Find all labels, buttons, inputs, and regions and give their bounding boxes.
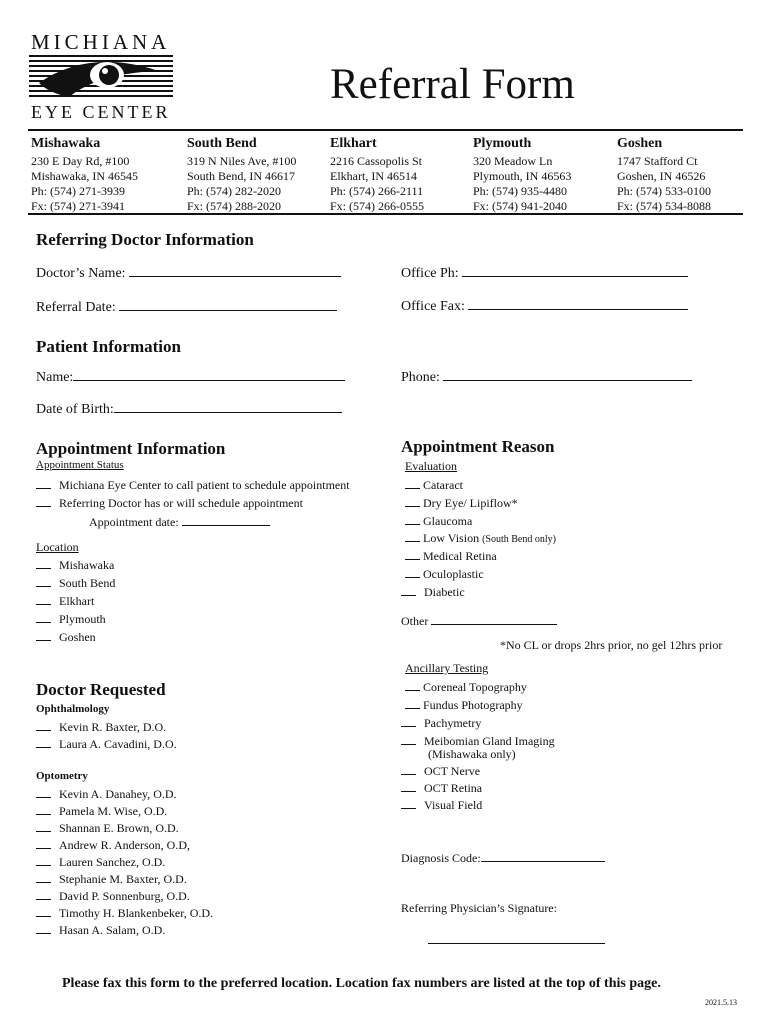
referring-heading: Referring Doctor Information <box>36 230 254 249</box>
reason-glaucoma[interactable]: Glaucoma <box>405 513 472 529</box>
doctor-option[interactable]: Kevin A. Danahey, O.D. <box>36 786 177 802</box>
reason-note: *No CL or drops 2hrs prior, no gel 12hrs prior <box>500 638 723 652</box>
location-mishawaka: Mishawaka 230 E Day Rd, #100 Mishawaka, IN 46545 Ph: (574) 271-3939 Fx: (574) 271-3941 <box>31 136 138 213</box>
signature-line[interactable] <box>428 943 605 944</box>
patient-name-field[interactable]: Name: <box>36 370 345 386</box>
location-elkhart: Elkhart 2216 Cassopolis St Elkhart, IN 46514 Ph: (574) 266-2111 Fx: (574) 266-0555 <box>330 136 424 213</box>
reason-oculoplastic[interactable]: Oculoplastic <box>405 566 484 582</box>
header-divider <box>28 129 743 131</box>
location-label: Location <box>36 540 79 554</box>
location-plymouth: Plymouth 320 Meadow Ln Plymouth, IN 46563 Ph: (574) 935-4480 Fx: (574) 941-2040 <box>473 136 572 213</box>
reason-cataract[interactable]: Cataract <box>405 477 463 493</box>
logo-text-bottom: EYE CENTER <box>31 102 171 122</box>
eye-logo-icon <box>29 53 173 103</box>
reason-low-vision[interactable]: Low Vision (South Bend only) <box>405 530 556 546</box>
evaluation-label: Evaluation <box>405 459 457 473</box>
appointment-status-label: Appointment Status <box>36 459 124 471</box>
referral-date-field[interactable]: Referral Date: <box>36 300 337 316</box>
dob-field[interactable]: Date of Birth: <box>36 402 342 418</box>
ancillary-pachymetry[interactable]: Pachymetry <box>401 715 481 731</box>
ancillary-oct-retina[interactable]: OCT Retina <box>401 780 482 796</box>
location-option-south-bend[interactable]: South Bend <box>36 575 115 591</box>
footer-instruction: Please fax this form to the preferred location. Location fax numbers are listed at the top of this page. <box>62 976 661 991</box>
doctor-option[interactable]: Hasan A. Salam, O.D. <box>36 922 165 938</box>
appointment-heading: Appointment Information <box>36 439 226 458</box>
reason-heading: Appointment Reason <box>401 437 555 456</box>
ophthalmology-label: Ophthalmology <box>36 703 110 715</box>
status-option-referring[interactable]: Referring Doctor has or will schedule appointment <box>36 495 303 511</box>
doctor-option[interactable]: Shannan E. Brown, O.D. <box>36 820 179 836</box>
doctor-heading: Doctor Requested <box>36 680 166 699</box>
status-option-call[interactable]: Michiana Eye Center to call patient to schedule appointment <box>36 477 350 493</box>
doctor-option[interactable]: Pamela M. Wise, O.D. <box>36 803 167 819</box>
location-goshen: Goshen 1747 Stafford Ct Goshen, IN 46526 Ph: (574) 533-0100 Fx: (574) 534-8088 <box>617 136 711 213</box>
doctor-option[interactable]: David P. Sonnenburg, O.D. <box>36 888 190 904</box>
page-title: Referral Form <box>330 61 575 108</box>
locations-divider <box>28 213 743 215</box>
appointment-date-field[interactable]: Appointment date: <box>89 515 270 530</box>
location-option-mishawaka[interactable]: Mishawaka <box>36 557 114 573</box>
doctor-option[interactable]: Timothy H. Blankenbeker, O.D. <box>36 905 213 921</box>
location-option-goshen[interactable]: Goshen <box>36 629 96 645</box>
signature-label: Referring Physician’s Signature: <box>401 901 557 915</box>
doctor-option[interactable]: Lauren Sanchez, O.D. <box>36 854 165 870</box>
location-option-plymouth[interactable]: Plymouth <box>36 611 106 627</box>
ancillary-fundus[interactable]: Fundus Photography <box>405 697 523 713</box>
reason-other-field[interactable]: Other <box>401 614 557 629</box>
optometry-label: Optometry <box>36 770 88 782</box>
reason-medical-retina[interactable]: Medical Retina <box>405 548 497 564</box>
ancillary-oct-nerve[interactable]: OCT Nerve <box>401 763 480 779</box>
diagnosis-code-field[interactable]: Diagnosis Code: <box>401 851 605 866</box>
location-option-elkhart[interactable]: Elkhart <box>36 593 94 609</box>
doctor-name-field[interactable]: Doctor’s Name: <box>36 266 341 282</box>
office-fax-field[interactable]: Office Fax: <box>401 299 688 315</box>
form-version: 2021.5.13 <box>705 998 737 1007</box>
office-phone-field[interactable]: Office Ph: <box>401 266 688 282</box>
doctor-option[interactable]: Laura A. Cavadini, D.O. <box>36 736 177 752</box>
meibomian-note: (Mishawaka only) <box>428 747 516 761</box>
doctor-option[interactable]: Stephanie M. Baxter, O.D. <box>36 871 187 887</box>
reason-dry-eye[interactable]: Dry Eye/ Lipiflow* <box>405 495 518 511</box>
ancillary-visual-field[interactable]: Visual Field <box>401 797 482 813</box>
ancillary-meibomian[interactable]: Meibomian Gland Imaging <box>401 733 555 749</box>
reason-diabetic[interactable]: Diabetic <box>401 584 465 600</box>
patient-heading: Patient Information <box>36 337 181 356</box>
doctor-option[interactable]: Andrew R. Anderson, O.D, <box>36 837 190 853</box>
patient-phone-field[interactable]: Phone: <box>401 370 692 386</box>
ancillary-topography[interactable]: Coreneal Topography <box>405 679 527 695</box>
doctor-option[interactable]: Kevin R. Baxter, D.O. <box>36 719 166 735</box>
logo-text-top: MICHIANA <box>31 30 171 54</box>
ancillary-label: Ancillary Testing <box>405 661 489 675</box>
location-south-bend: South Bend 319 N Niles Ave, #100 South Bend, IN 46617 Ph: (574) 282-2020 Fx: (574) 288-2020 <box>187 136 297 213</box>
